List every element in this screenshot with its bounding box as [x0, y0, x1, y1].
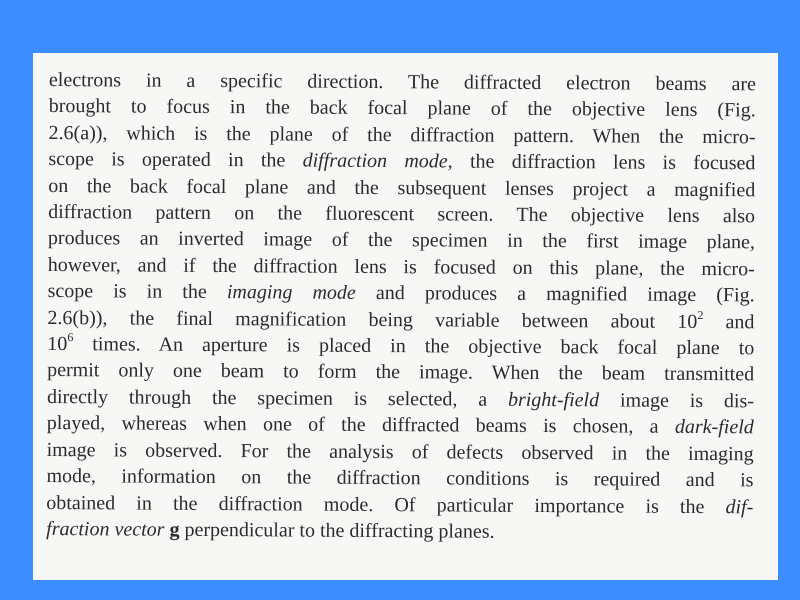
term-fraction-vector: fraction vector	[46, 517, 165, 541]
superscript-exponent: 2	[697, 307, 704, 322]
text-line-11: $10^6$ times. An aperture is placed in the objective back focal plane to	[47, 330, 755, 360]
text-line-18: fraction vector g perpendicular to the diffracting planes.	[46, 517, 495, 543]
text-line-1: electrons in a specific direction. The diffracted electron beams are	[48, 68, 756, 96]
text-line-7: produces an inverted image of the specimen in the first image plane,	[47, 227, 756, 254]
text-line-13: directly through the specimen is selected, a bright-field image is dis-	[46, 385, 755, 413]
term-diffraction-mode: diffraction mode	[302, 149, 448, 173]
text-line-17: obtained in the diffraction mode. Of particular importance is the dif-	[46, 491, 754, 518]
term-imaging-mode: imaging mode	[226, 281, 356, 305]
superscript-exponent: 6	[67, 330, 74, 345]
text-line-12: permit only one beam to form the image. When the beam transmitted	[47, 359, 755, 386]
text-line-3: 2.6(a)), which is the plane of the diffraction pattern. When the micro-	[48, 121, 756, 149]
term-bright-field: bright-field	[507, 388, 600, 412]
text-line-16: mode, information on the diffraction conditions is required and is	[46, 465, 754, 492]
vector-symbol-g: g	[169, 518, 180, 541]
text-line-2: brought to focus in the back focal plane of the objective lens (Fig.	[48, 95, 756, 122]
body-paragraph	[46, 67, 756, 547]
document-page	[33, 53, 778, 580]
text-line-14: played, whereas when one of the diffracted beams is chosen, a dark-field	[46, 412, 754, 439]
text-line-10: 2.6(b)), the final magnification being variable between about $10^2$ and	[47, 306, 755, 333]
text-line-5: on the back focal plane and the subsequent lenses project a magnified	[48, 174, 756, 201]
text-line-9: scope is in the imaging mode and produces a magnified image (Fig.	[47, 280, 755, 307]
text-line-6: diffraction pattern on the fluorescent screen. The objective lens also	[48, 201, 756, 228]
term-dark-field: dark-field	[674, 416, 754, 439]
term-dif-hyphen: dif-	[725, 495, 754, 518]
text-line-4: scope is operated in the diffraction mode, the diffraction lens is focused	[48, 148, 756, 175]
text-line-15: image is observed. For the analysis of defects observed in the imaging	[46, 438, 754, 465]
text-line-8: however, and if the diffraction lens is focused on this plane, the micro-	[47, 253, 755, 281]
